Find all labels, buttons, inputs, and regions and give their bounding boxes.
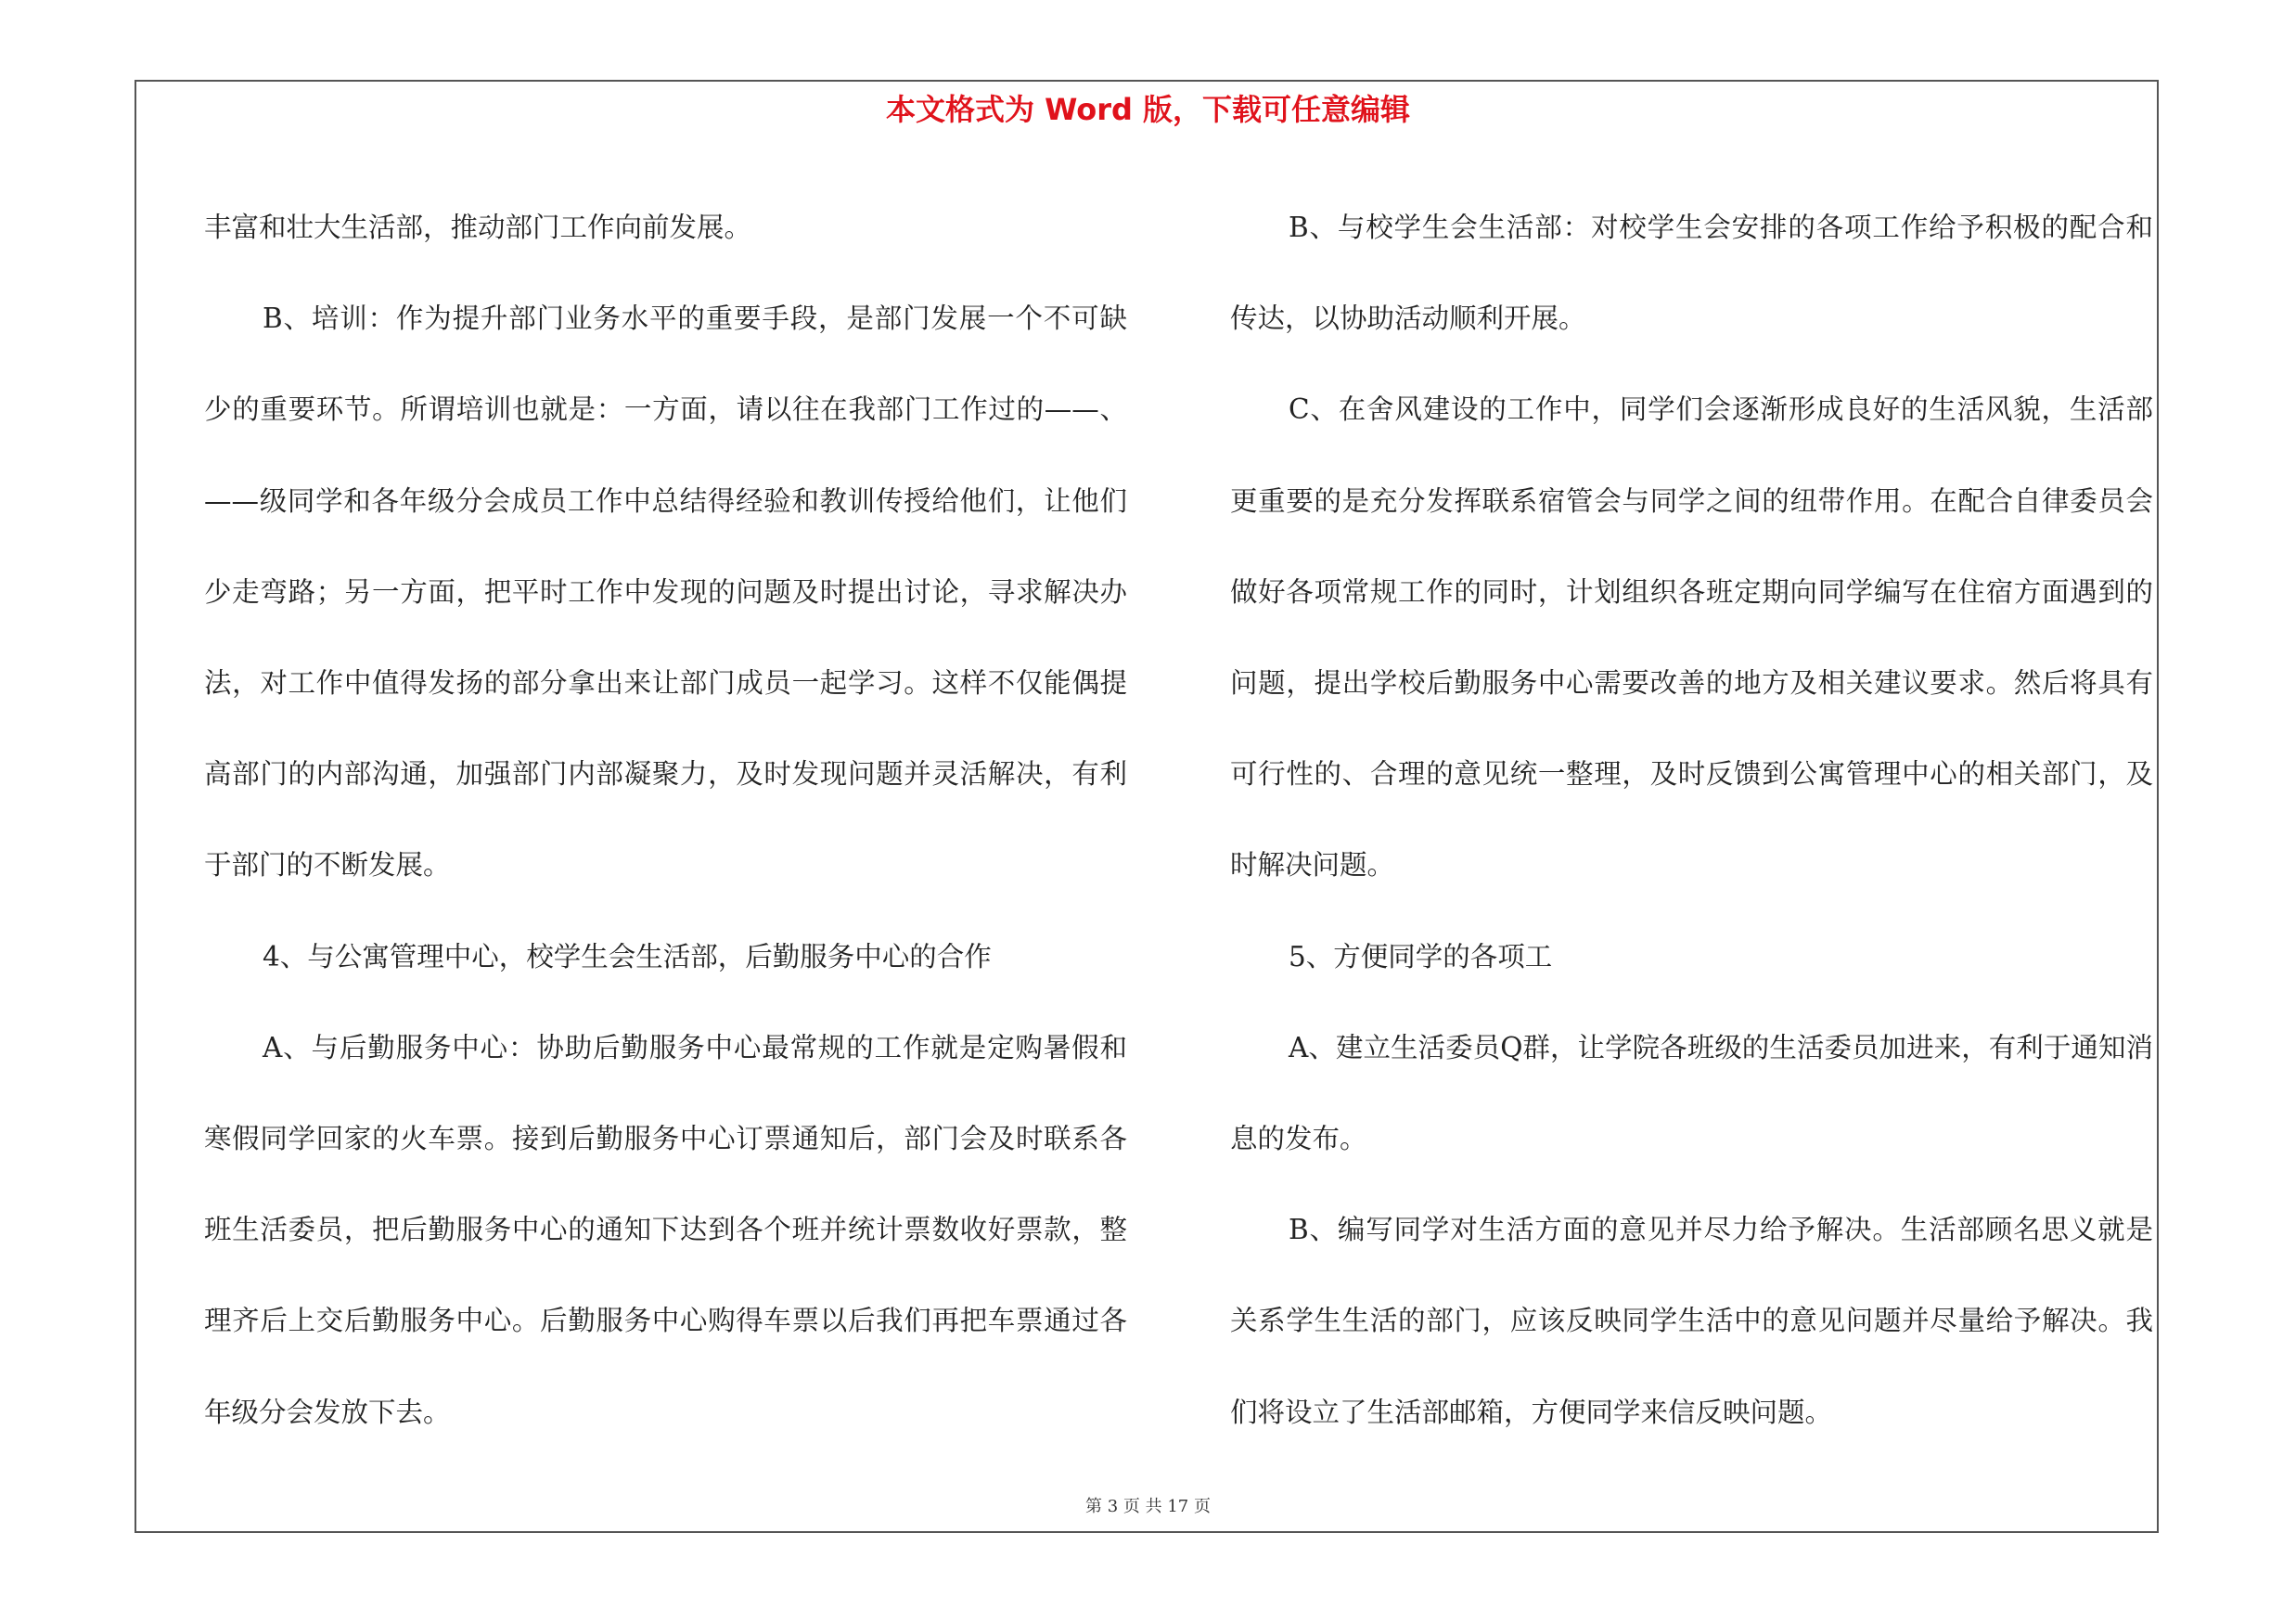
paragraph-right-2: 5、方便同学的各项工: [1289, 940, 1553, 973]
left-column: [204, 182, 1127, 1458]
paragraph-left-0: 丰富和壮大生活部，推动部门工作向前发展。: [204, 212, 752, 243]
paragraph-right-4: B、编写同学对生活方面的意见并尽力给予解决。生活部顾名思义就是关系学生生活的部门，应该反映同学生活中的意见问题并尽量给予解决。我们将设立了生活部邮箱，方便同学来信反映问题。: [1230, 1214, 2153, 1428]
paragraph-left-2: 4、与公寓管理中心，校学生会生活部，后勤服务中心的合作: [263, 940, 992, 973]
paragraph-left-3: A、与后勤服务中心：协助后勤服务中心最常规的工作就是定购暑假和寒假同学回家的火车票。接到后勤服务中心订票通知后，部门会及时联系各班生活委员，把后勤服务中心的通知下达到各个班并统计票数收好票款，整理齐后上交后勤服务中心。后勤服务中心购得车票以后我们再把车票通过各年级分会发放下去。: [204, 1031, 1127, 1428]
paragraph-right-1: C、在舍风建设的工作中，同学们会逐渐形成良好的生活风貌，生活部更重要的是充分发挥联系宿管会与同学之间的纽带作用。在配合自律委员会做好各项常规工作的同时，计划组织各班定期向同学编写在住宿方面遇到的问题，提出学校后勤服务中心需要改善的地方及相关建议要求。然后将具有可行性的、合理的意见统一整理，及时反馈到公寓管理中心的相关部门，及时解决问题。: [1230, 393, 2153, 882]
format-banner: 本文格式为 Word 版，下载可任意编辑: [885, 92, 1411, 127]
paragraph-right-3: A、建立生活委员Q群，让学院各班级的生活委员加进来，有利于通知消息的发布。: [1230, 1031, 2153, 1155]
paragraph-left-1: B、培训：作为提升部门业务水平的重要手段，是部门发展一个不可缺少的重要环节。所谓培训也就是：一方面，请以往在我部门工作过的——、——级同学和各年级分会成员工作中总结得经验和教训传授给他们，让他们少走弯路；另一方面，把平时工作中发现的问题及时提出讨论，寻求解决办法，对工作中值得发扬的部分拿出来让部门成员一起学习。这样不仅能偶提高部门的内部沟通，加强部门内部凝聚力，及时发现问题并灵活解决，有利于部门的不断发展。: [204, 303, 1127, 882]
paragraph-right-0: B、与校学生会生活部：对校学生会安排的各项工作给予积极的配合和传达，以协助活动顺利开展。: [1230, 212, 2153, 335]
right-column: [1230, 182, 2153, 1458]
page-number-footer: 第 3 页 共 17 页: [1085, 1497, 1211, 1516]
